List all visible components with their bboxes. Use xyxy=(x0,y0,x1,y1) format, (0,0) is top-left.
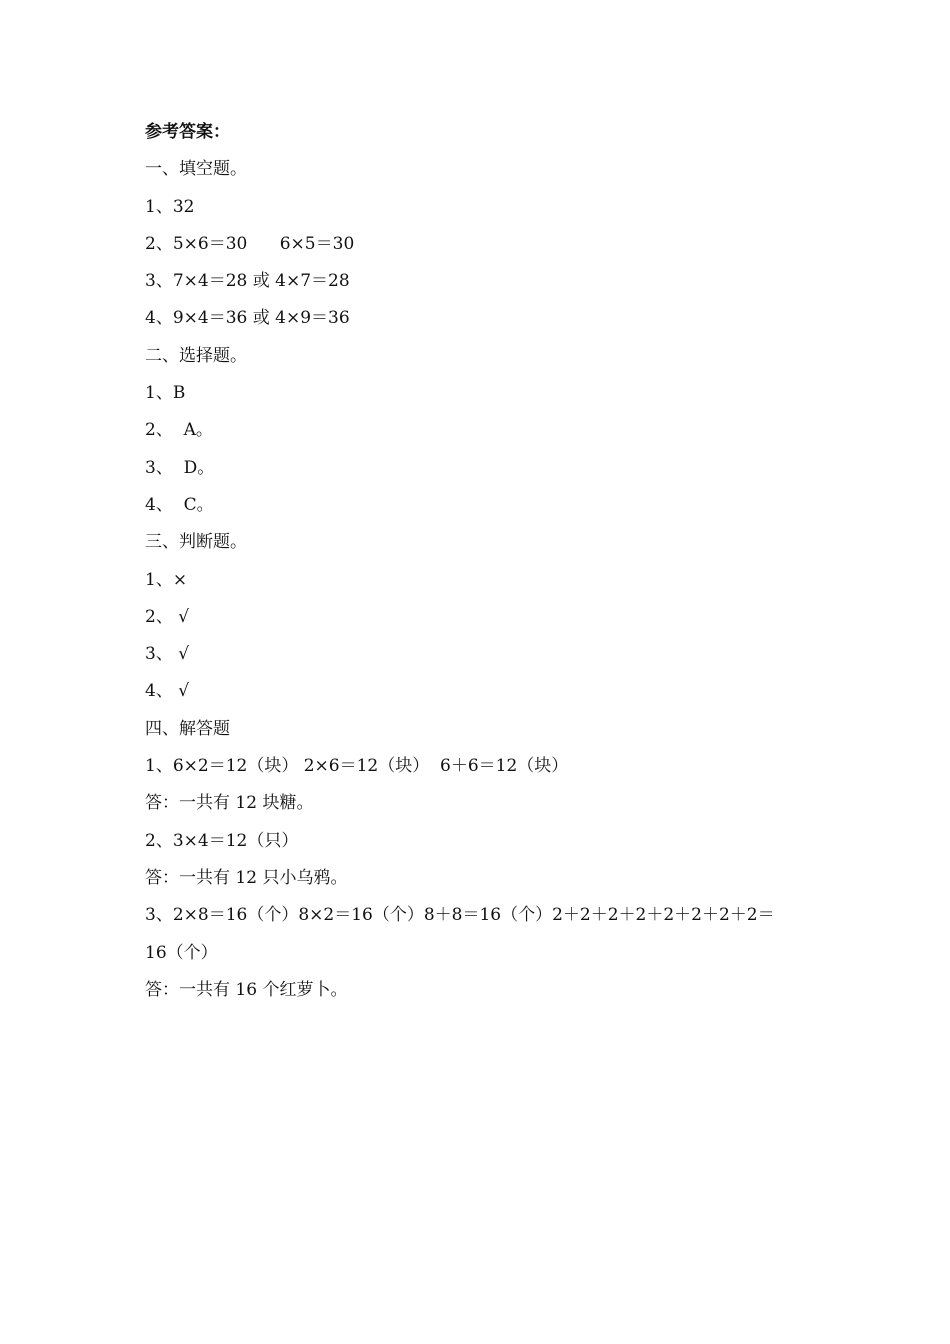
fill-blank-answer-1: 1、32 xyxy=(145,196,195,217)
choice-answer-3: 3、 D。 xyxy=(145,457,215,478)
section-heading-true-false: 三、判断题。 xyxy=(145,532,247,553)
word-problem-2-equation: 2、3×4＝12（只） xyxy=(145,830,299,851)
fill-blank-answer-2: 2、5×6＝30 6×5＝30 xyxy=(145,233,355,254)
word-problem-3-answer: 答：一共有 16 个红萝卜。 xyxy=(145,979,348,1000)
choice-answer-1: 1、B xyxy=(145,383,186,404)
section-heading-word-problems: 四、解答题 xyxy=(145,718,230,739)
word-problem-1-equations: 1、6×2＝12（块） 2×6＝12（块） 6＋6＝12（块） xyxy=(145,756,569,777)
answer-key-content xyxy=(145,114,825,1009)
section-heading-fill-blank: 一、填空题。 xyxy=(145,159,247,180)
true-false-answer-2: 2、 √ xyxy=(145,606,190,627)
true-false-answer-3: 3、 √ xyxy=(145,644,190,665)
fill-blank-answer-4: 4、9×4＝36 或 4×9＝36 xyxy=(145,308,350,329)
true-false-answer-4: 4、 √ xyxy=(145,681,190,702)
true-false-answer-1: 1、× xyxy=(145,569,188,590)
word-problem-1-answer: 答：一共有 12 块糖。 xyxy=(145,793,314,814)
fill-blank-answer-3: 3、7×4＝28 或 4×7＝28 xyxy=(145,271,350,292)
section-heading-multiple-choice: 二、选择题。 xyxy=(145,345,247,366)
choice-answer-2: 2、 A。 xyxy=(145,420,213,441)
word-problem-3-equations-continued: 16（个） xyxy=(145,942,218,963)
answer-key-title: 参考答案： xyxy=(145,122,230,142)
word-problem-2-answer: 答：一共有 12 只小乌鸦。 xyxy=(145,867,348,888)
word-problem-3-equations: 3、2×8＝16（个）8×2＝16（个）8＋8＝16（个）2＋2＋2＋2＋2＋2＋2＋2＝ xyxy=(145,905,775,926)
choice-answer-4: 4、 C。 xyxy=(145,494,214,515)
